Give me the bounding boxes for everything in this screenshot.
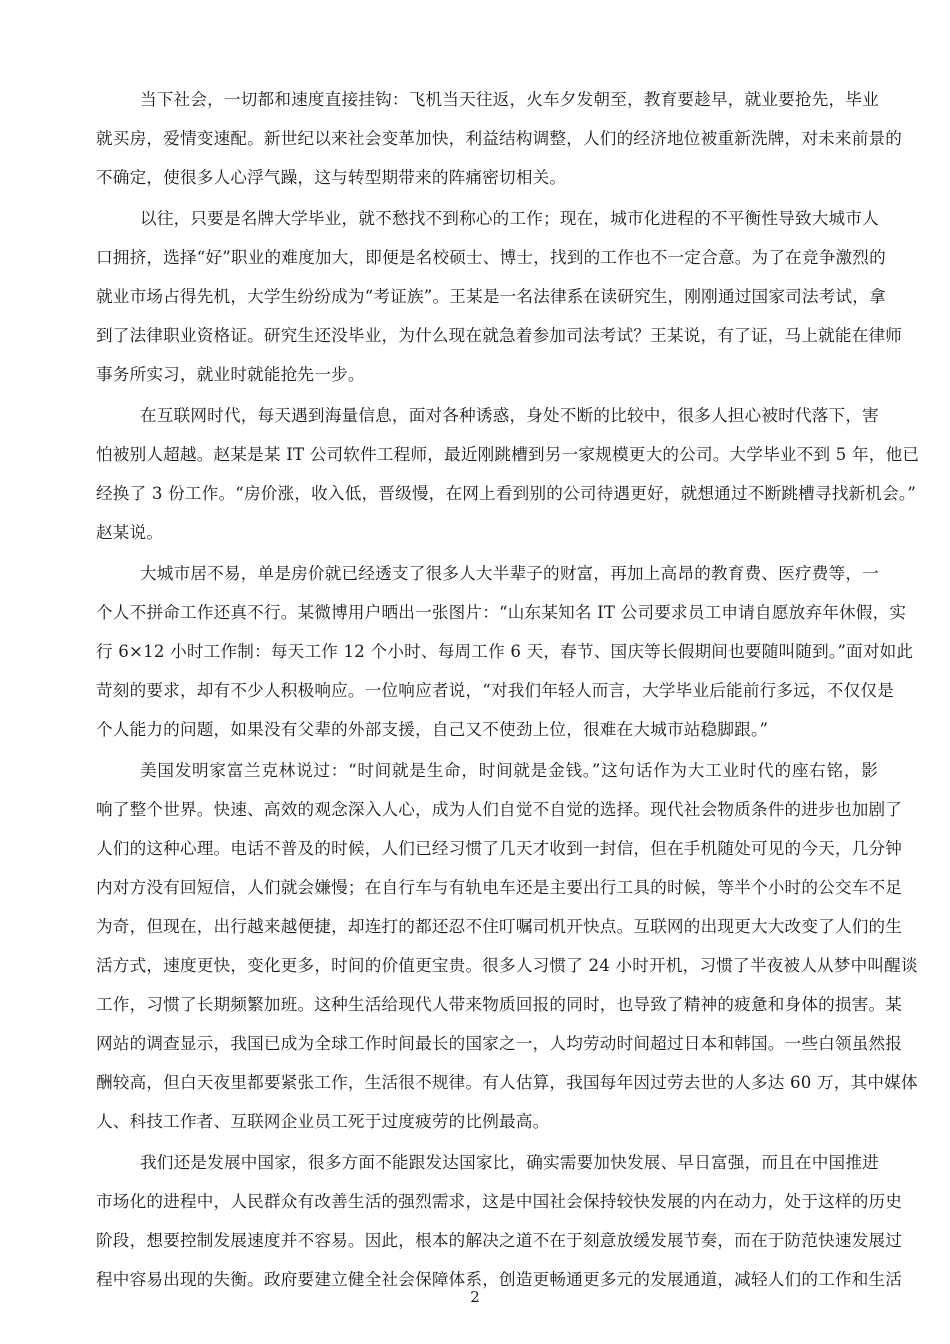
paragraph-3 <box>96 396 920 552</box>
text-line: 不确定，使很多人心浮气躁，这与转型期带来的阵痛密切相关。 <box>96 168 567 187</box>
text-line: 在互联网时代，每天遇到海量信息，面对各种诱惑，身处不断的比较中，很多人担心被时代落下，害 <box>140 406 879 425</box>
text-line: 事务所实习，就业时就能抢先一步。 <box>96 365 365 384</box>
paragraph-2 <box>96 199 903 394</box>
paragraph-6 <box>96 1143 903 1299</box>
text-line: 网站的调查显示，我国已成为全球工作时间最长的国家之一，人均劳动时间超过日本和韩国。一些白领虽然报 <box>96 1034 903 1053</box>
article-body <box>96 80 920 1301</box>
paragraph-1 <box>96 80 903 197</box>
text-line: 个人不拼命工作还真不行。某微博用户晒出一张图片：“山东某知名 IT 公司要求员工申请自愿放弃年休假，实 <box>96 603 907 622</box>
text-line: 口拥挤，选择“好”职业的难度加大，即便是名校硕士、博士，找到的工作也不一定合意。为了在竞争激烈的 <box>96 248 886 267</box>
text-line: 大城市居不易，单是房价就已经透支了很多人大半辈子的财富，再加上高昂的教育费、医疗费等，一 <box>140 564 879 583</box>
text-line: 就买房，爱情变速配。新世纪以来社会变革加快，利益结构调整，人们的经济地位被重新洗牌，对未来前景的 <box>96 129 903 148</box>
page-number: 2 <box>470 1288 480 1306</box>
text-line: 市场化的进程中，人民群众有改善生活的强烈需求，这是中国社会保持较快发展的内在动力，处于这样的历史 <box>96 1192 903 1211</box>
text-line: 行 6×12 小时工作制：每天工作 12 个小时、每周工作 6 天，春节、国庆等长假期间也要随叫随到。”面对如此 <box>96 642 914 661</box>
text-line: 当下社会，一切都和速度直接挂钩：飞机当天往返，火车夕发朝至，教育要趁早，就业要抢先，毕业 <box>140 90 879 109</box>
text-line: 内对方没有回短信，人们就会嫌慢；在自行车与有轨电车还是主要出行工具的时候，等半个小时的公交车不足 <box>96 878 903 897</box>
text-line: 为奇，但现在，出行越来越便捷，却连打的都还忍不住叮嘱司机开快点。互联网的出现更大大改变了人们的生 <box>96 917 903 936</box>
text-line: 苛刻的要求，却有不少人积极响应。一位响应者说，“对我们年轻人而言，大学毕业后能前行多远，不仅仅是 <box>96 681 894 700</box>
text-line: 人、科技工作者、互联网企业员工死于过度疲劳的比例最高。 <box>96 1112 550 1131</box>
text-line: 人们的这种心理。电话不普及的时候，人们已经习惯了几天才收到一封信，但在手机随处可见的今天，几分钟 <box>96 839 903 858</box>
text-line: 以往，只要是名牌大学毕业，就不愁找不到称心的工作；现在，城市化进程的不平衡性导致大城市人 <box>140 209 879 228</box>
text-line: 怕被别人超越。赵某是某 IT 公司软件工程师，最近刚跳槽到另一家规模更大的公司。大学毕业不到 5 年，他已 <box>96 445 920 464</box>
text-line: 我们还是发展中国家，很多方面不能跟发达国家比，确实需要加快发展、早日富强，而且在中国推进 <box>140 1153 879 1172</box>
paragraph-5 <box>96 751 918 1141</box>
text-line: 到了法律职业资格证。研究生还没毕业，为什么现在就急着参加司法考试？王某说，有了证，马上就能在律师 <box>96 326 903 345</box>
text-line: 个人能力的问题，如果没有父辈的外部支援，自己又不使劲上位，很难在大城市站稳脚跟。” <box>96 720 769 739</box>
paragraph-4 <box>96 554 914 749</box>
text-line: 程中容易出现的失衡。政府要建立健全社会保障体系，创造更畅通更多元的发展通道，减轻人们的工作和生活 <box>96 1270 903 1289</box>
text-line: 酬较高，但白天夜里都要紧张工作，生活很不规律。有人估算，我国每年因过劳去世的人多达 60 万，其中媒体 <box>96 1073 918 1092</box>
text-line: 经换了 3 份工作。“房价涨，收入低，晋级慢，在网上看到别的公司待遇更好，就想通过不断跳槽寻找新机会。” <box>96 484 917 503</box>
text-line: 就业市场占得先机，大学生纷纷成为“考证族”。王某是一名法律系在读研究生，刚刚通过国家司法考试，拿 <box>96 287 886 306</box>
text-line: 响了整个世界。快速、高效的观念深入人心，成为人们自觉不自觉的选择。现代社会物质条件的进步也加剧了 <box>96 800 903 819</box>
text-line: 阶段，想要控制发展速度并不容易。因此，根本的解决之道不在于刻意放缓发展节奏，而在于防范快速发展过 <box>96 1231 903 1250</box>
text-line: 活方式，速度更快，变化更多，时间的价值更宝贵。很多人习惯了 24 小时开机，习惯了半夜被人从梦中叫醒谈 <box>96 956 918 975</box>
text-line: 赵某说。 <box>96 523 164 542</box>
text-line: 工作，习惯了长期频繁加班。这种生活给现代人带来物质回报的同时，也导致了精神的疲惫和身体的损害。某 <box>96 995 903 1014</box>
text-line: 美国发明家富兰克林说过：“时间就是生命，时间就是金钱。”这句话作为大工业时代的座右铭，影 <box>140 761 878 780</box>
